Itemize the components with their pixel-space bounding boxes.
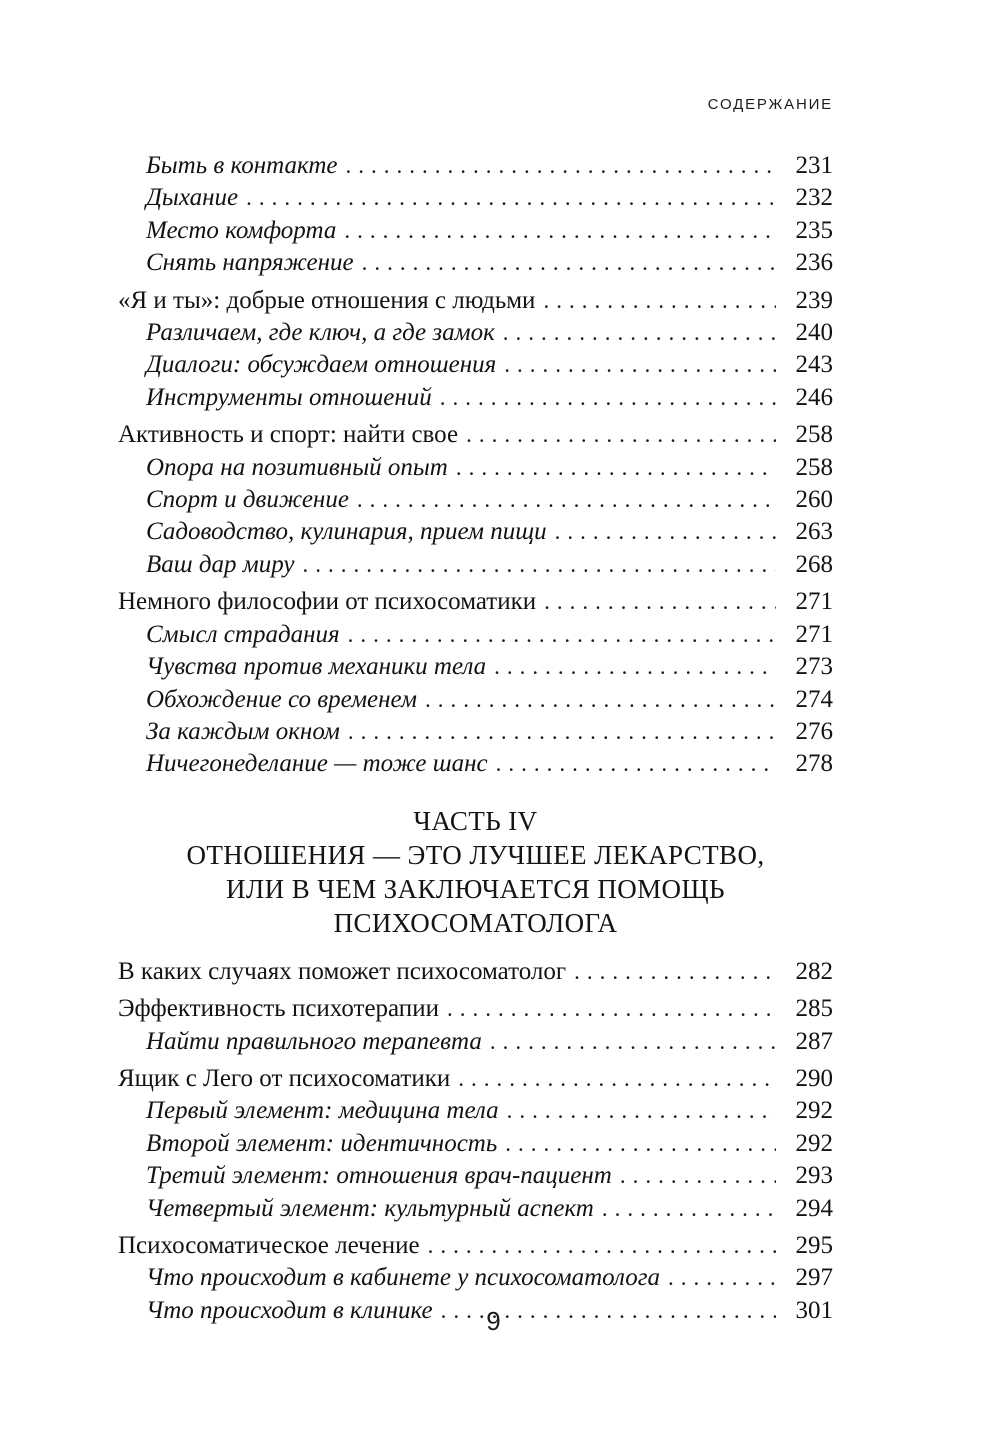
toc-leader-dots: [490, 1026, 776, 1058]
part-heading-line: ПСИХОСОМАТОЛОГА: [333, 907, 618, 938]
toc-leader-dots: [425, 684, 776, 716]
toc-entry-label: «Я и ты»: добрые отношения с людьми: [118, 286, 536, 314]
running-head: СОДЕРЖАНИЕ: [707, 96, 833, 113]
toc-entry-page: 290: [795, 1064, 833, 1092]
toc-group: [118, 285, 833, 415]
toc-leader-dots: [348, 619, 776, 651]
toc-entry: [118, 1063, 833, 1095]
toc-leader-dots: [428, 1230, 776, 1262]
toc-entry-label: Эффективность психотерапии: [118, 995, 439, 1023]
toc-entry-label: Снять напряжение: [146, 249, 354, 277]
toc-group: [118, 1063, 833, 1225]
toc-leader-dots: [507, 1095, 776, 1127]
toc-entry-page: 295: [795, 1231, 833, 1259]
toc-entry: [118, 419, 833, 451]
part-heading-line: ЧАСТЬ IV: [413, 805, 538, 836]
toc-leader-dots: [544, 586, 776, 618]
toc-entry: [118, 182, 833, 214]
toc-entry-page: 292: [795, 1097, 833, 1125]
toc-entry: [118, 1026, 833, 1058]
toc-entry-page: 271: [795, 588, 833, 616]
toc-entry-label: Немного философии от психосоматики: [118, 588, 537, 616]
toc-group: [118, 586, 833, 780]
toc-leader-dots: [574, 956, 776, 988]
toc-entry-label: Инструменты отношений: [146, 383, 432, 411]
toc-entry-label: Спорт и движение: [146, 486, 349, 514]
part-heading: [118, 804, 833, 940]
toc-entry-label: За каждым окном: [146, 717, 340, 745]
toc-entry-page: 297: [795, 1264, 833, 1292]
page-number: 9: [486, 1306, 501, 1336]
toc-entry: [118, 1230, 833, 1262]
toc-leader-dots: [357, 484, 776, 516]
toc-block-part3: [118, 150, 833, 781]
toc-group: [118, 150, 833, 280]
toc-entry-label: Чувства против механики тела: [146, 653, 487, 681]
toc-entry-label: Активность и спорт: найти свое: [118, 421, 459, 449]
toc-entry-page: 301: [795, 1296, 833, 1324]
toc-entry-page: 243: [795, 351, 833, 379]
toc-entry: [118, 716, 833, 748]
toc-entry-label: Третий элемент: отношения врач-пациент: [146, 1162, 612, 1190]
toc-entry-label: Второй элемент: идентичность: [146, 1129, 498, 1157]
toc-entry-page: 232: [795, 184, 833, 212]
toc-entry-page: 258: [795, 453, 833, 481]
toc-entry-page: 293: [795, 1162, 833, 1190]
toc-leader-dots: [620, 1160, 776, 1192]
toc-leader-dots: [246, 182, 776, 214]
toc-entry-page: 236: [795, 249, 833, 277]
toc-entry-label: Ваш дар миру: [146, 550, 295, 578]
toc-entry-page: 271: [795, 620, 833, 648]
toc-entry: [118, 619, 833, 651]
toc-entry-label: Место комфорта: [146, 216, 337, 244]
toc-entry: [118, 1262, 833, 1294]
table-of-contents: [118, 150, 833, 1327]
toc-entry: [118, 993, 833, 1025]
toc-entry-page: 231: [795, 152, 833, 179]
toc-entry-label: Психосоматическое лечение: [118, 1231, 420, 1259]
toc-leader-dots: [505, 1128, 776, 1160]
toc-entry-page: 276: [795, 717, 833, 745]
toc-group: [118, 956, 833, 988]
toc-entry: [118, 285, 833, 317]
toc-leader-dots: [503, 317, 776, 349]
toc-entry: [118, 748, 833, 780]
toc-entry: [118, 317, 833, 349]
toc-entry-page: 240: [795, 319, 833, 347]
toc-entry: [118, 150, 833, 182]
toc-entry: [118, 516, 833, 548]
toc-entry-page: 235: [795, 216, 833, 244]
toc-entry: [118, 349, 833, 381]
toc-leader-dots: [668, 1262, 776, 1294]
toc-entry-page: 263: [795, 518, 833, 546]
toc-entry-label: Дыхание: [146, 184, 239, 212]
toc-leader-dots: [496, 748, 776, 780]
part-heading-line: ИЛИ В ЧЕМ ЗАКЛЮЧАЕТСЯ ПОМОЩЬ: [226, 873, 725, 904]
toc-entry: [118, 651, 833, 683]
toc-entry-page: 268: [795, 550, 833, 578]
toc-entry-label: Что происходит в кабинете у психосоматолога: [146, 1264, 660, 1292]
part-heading-line: ОТНОШЕНИЯ — ЭТО ЛУЧШЕЕ ЛЕКАРСТВО,: [186, 839, 765, 870]
toc-leader-dots: [555, 516, 776, 548]
toc-entry-page: 294: [795, 1194, 833, 1222]
toc-entry-page: 246: [795, 383, 833, 411]
toc-leader-dots: [303, 549, 776, 581]
toc-leader-dots: [345, 150, 776, 182]
toc-entry-page: 273: [795, 653, 833, 681]
toc-entry-label: Садоводство, кулинария, прием пищи: [146, 518, 547, 546]
toc-entry: [118, 684, 833, 716]
toc-entry-page: 292: [795, 1129, 833, 1157]
toc-entry: [118, 586, 833, 618]
toc-entry: [118, 247, 833, 279]
toc-entry-label: В каких случаях поможет психосоматолог: [118, 957, 567, 985]
toc-leader-dots: [543, 285, 776, 317]
toc-entry-label: Смысл страдания: [146, 620, 340, 648]
toc-leader-dots: [348, 716, 776, 748]
toc-entry-page: 278: [795, 750, 833, 778]
toc-entry-label: Ничегонеделание — тоже шанс: [146, 750, 488, 778]
toc-leader-dots: [458, 1063, 776, 1095]
toc-entry: [118, 956, 833, 988]
toc-leader-dots: [456, 452, 776, 484]
toc-entry-label: Найти правильного терапевта: [146, 1027, 482, 1055]
toc-entry: [118, 549, 833, 581]
toc-entry: [118, 1095, 833, 1127]
toc-entry-page: 274: [795, 685, 833, 713]
toc-entry-page: 260: [795, 486, 833, 514]
toc-entry-label: Четвертый элемент: культурный аспект: [146, 1194, 594, 1222]
toc-block-part4: [118, 956, 833, 1327]
toc-entry-page: 285: [795, 995, 833, 1023]
toc-entry-page: 258: [795, 421, 833, 449]
toc-entry: [118, 1193, 833, 1225]
toc-leader-dots: [602, 1193, 776, 1225]
toc-leader-dots: [440, 382, 776, 414]
toc-group: [118, 993, 833, 1058]
toc-entry-label: Различаем, где ключ, а где замок: [146, 319, 495, 347]
toc-entry-page: 239: [795, 286, 833, 314]
toc-entry: [118, 452, 833, 484]
toc-entry-label: Быть в контакте: [146, 152, 338, 179]
toc-entry-label: Диалоги: обсуждаем отношения: [146, 351, 497, 379]
toc-leader-dots: [447, 993, 776, 1025]
toc-leader-dots: [362, 247, 776, 279]
toc-entry-label: Ящик с Лего от психосоматики: [118, 1064, 451, 1092]
toc-entry-label: Что происходит в клинике: [146, 1296, 433, 1324]
toc-leader-dots: [344, 215, 776, 247]
toc-leader-dots: [466, 419, 776, 451]
toc-leader-dots: [494, 651, 776, 683]
toc-group: [118, 419, 833, 581]
toc-entry-page: 287: [795, 1027, 833, 1055]
toc-entry: [118, 484, 833, 516]
toc-entry: [118, 1160, 833, 1192]
toc-entry: [118, 1128, 833, 1160]
toc-leader-dots: [504, 349, 776, 381]
toc-entry-page: 282: [795, 957, 833, 985]
toc-entry-label: Обхождение со временем: [146, 685, 417, 713]
toc-entry-label: Первый элемент: медицина тела: [146, 1097, 499, 1125]
toc-entry: [118, 382, 833, 414]
toc-entry-label: Опора на позитивный опыт: [146, 453, 448, 481]
toc-entry: [118, 215, 833, 247]
